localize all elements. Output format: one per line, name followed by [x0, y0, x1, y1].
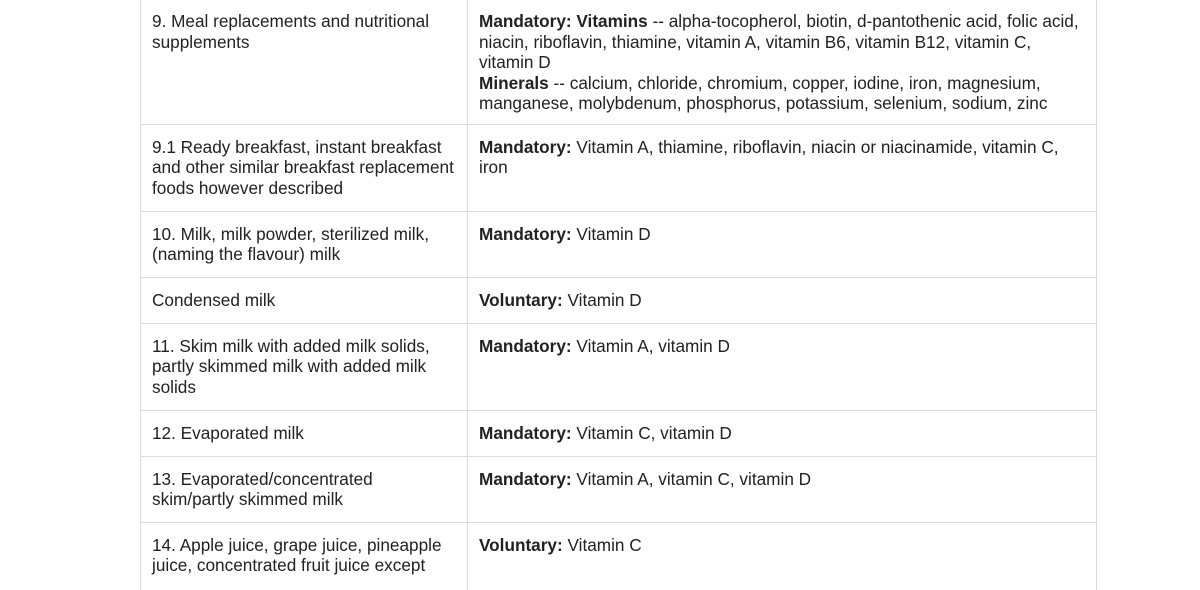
requirement-label: Mandatory: — [479, 422, 572, 443]
table-row — [141, 277, 1097, 323]
nutrient-cell — [468, 277, 1097, 323]
food-cell: 10. Milk, milk powder, sterilized milk, (naming the flavour) milk — [141, 211, 468, 277]
nutrient-line — [479, 535, 1082, 556]
requirement-label: Mandatory: Vitamins — [479, 11, 648, 31]
nutrient-list: Vitamin C, vitamin D — [571, 422, 732, 443]
requirement-label: Mandatory: — [479, 468, 572, 489]
nutrient-list: Vitamin D — [571, 223, 651, 244]
food-cell: 14. Apple juice, grape juice, pineapple juice, concentrated fruit juice except — [141, 522, 468, 590]
requirement-label: Mandatory: — [479, 136, 572, 157]
food-cell: 9.1 Ready breakfast, instant breakfast and other similar breakfast replacement foods however described — [141, 124, 468, 211]
nutrient-line — [479, 137, 1082, 178]
food-cell: 11. Skim milk with added milk solids, partly skimmed milk with added milk solids — [141, 323, 468, 410]
nutrient-cell — [468, 0, 1097, 124]
food-cell: 9. Meal replacements and nutritional supplements — [141, 0, 468, 124]
requirement-label: Mandatory: — [479, 223, 572, 244]
table-row — [141, 0, 1097, 124]
nutrient-cell — [468, 522, 1097, 590]
nutrient-list: Vitamin D — [562, 289, 642, 310]
table-row — [141, 211, 1097, 277]
nutrient-list: -- calcium, chloride, chromium, copper, iodine, iron, magnesium, manganese, molybdenum, phosphorus, potassium, selenium, sodium, zinc — [479, 72, 1048, 113]
table-row — [141, 124, 1097, 211]
nutrient-cell — [468, 456, 1097, 522]
nutrient-line — [479, 423, 1082, 444]
requirement-label: Voluntary: — [479, 534, 563, 555]
nutrient-list: Vitamin A, thiamine, riboflavin, niacin or niacinamide, vitamin C, iron — [479, 136, 1059, 177]
nutrient-line — [479, 224, 1082, 245]
nutrient-list: -- alpha-tocopherol, biotin, d-pantothenic acid, folic acid, niacin, riboflavin, thiamine, vitamin A, vitamin B6, vitamin B12, vitamin C, vitamin D — [479, 11, 1079, 72]
nutrient-cell — [468, 124, 1097, 211]
nutrient-line — [479, 336, 1082, 357]
requirement-label: Voluntary: — [479, 289, 563, 310]
nutrient-line — [479, 469, 1082, 490]
nutrient-list: Vitamin A, vitamin C, vitamin D — [571, 468, 812, 489]
food-cell: 13. Evaporated/concentrated skim/partly skimmed milk — [141, 456, 468, 522]
requirement-label: Minerals — [479, 72, 549, 93]
fortification-table-container — [140, 0, 1096, 590]
nutrient-cell — [468, 211, 1097, 277]
requirement-label: Mandatory: — [479, 335, 572, 356]
nutrient-line — [479, 73, 1082, 114]
table-row — [141, 410, 1097, 456]
nutrient-list: Vitamin C — [562, 534, 642, 555]
nutrient-list: Vitamin A, vitamin D — [571, 335, 730, 356]
table-row — [141, 323, 1097, 410]
nutrient-line — [479, 290, 1082, 311]
food-cell: 12. Evaporated milk — [141, 410, 468, 456]
table-row — [141, 522, 1097, 590]
nutrient-cell — [468, 323, 1097, 410]
table-row — [141, 456, 1097, 522]
nutrient-cell — [468, 410, 1097, 456]
food-cell: Condensed milk — [141, 277, 468, 323]
fortification-table — [140, 0, 1097, 590]
nutrient-line — [479, 11, 1082, 73]
